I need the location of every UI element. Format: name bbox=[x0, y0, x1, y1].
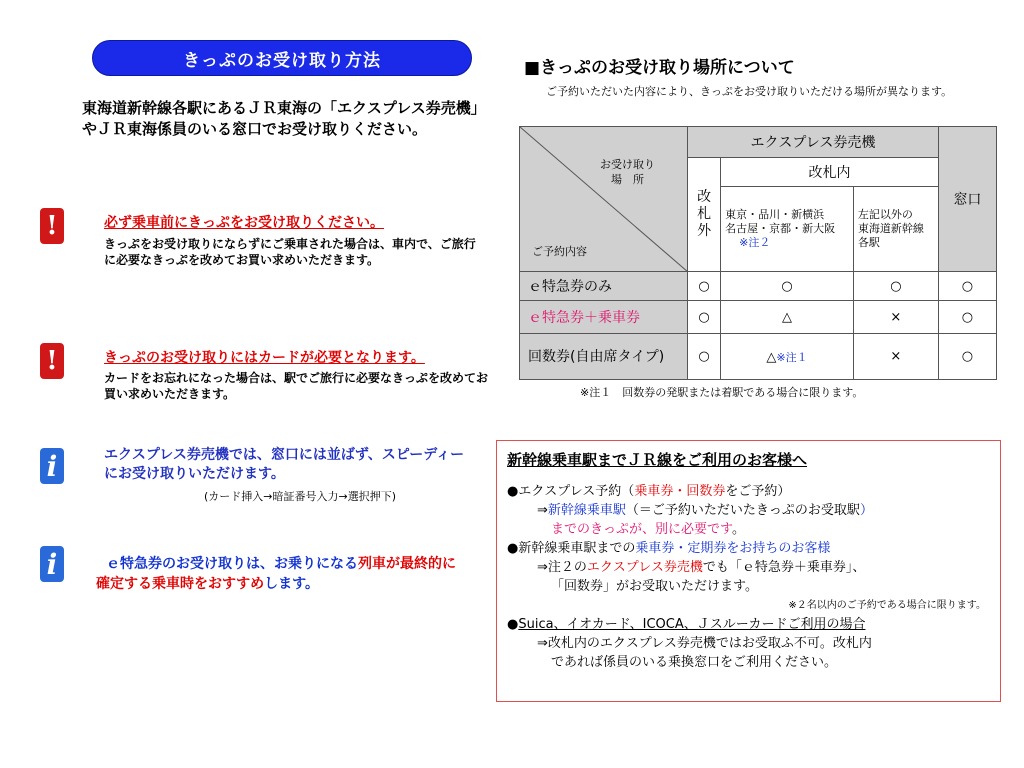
box-line-2: ⇒新幹線乗車駅（＝ご予約いただいたきっぷのお受取駅） bbox=[537, 503, 873, 518]
notice-1-body: きっぷをお受け取りにならずにご乗車された場合は、車内で、ご旅行に必要なきっぷを改めてお買い求めいただきます。 bbox=[104, 237, 476, 267]
row-label: ｅ特急券＋乗車券 bbox=[520, 301, 688, 334]
info-2-b: 列車が最終的に確定する乗車時をおすすめ bbox=[96, 556, 456, 592]
notice-2-title: きっぷのお受け取りにはカードが必要となります。 bbox=[104, 350, 425, 366]
cell: × bbox=[853, 301, 938, 334]
col-other-stations: 左記以外の 東海道新幹線各駅 bbox=[853, 187, 938, 272]
info-2 bbox=[96, 554, 466, 594]
col-major-stations bbox=[721, 187, 854, 272]
cell: △ bbox=[721, 301, 854, 334]
info-icon: i bbox=[40, 546, 64, 582]
info-2-c: します。 bbox=[264, 576, 320, 592]
section-heading: ■きっぷのお受け取り場所について bbox=[524, 58, 795, 78]
box-line-3: までのきっぷが、別に必要です。 bbox=[551, 522, 745, 537]
box-line-5: ⇒注２のエクスプレス券売機でも「ｅ特急券＋乗車券」、 bbox=[537, 560, 866, 575]
table-row bbox=[520, 334, 997, 380]
cell: ○ bbox=[938, 272, 996, 301]
header-outside-gate: 改 札 外 bbox=[687, 158, 720, 272]
cell: × bbox=[853, 334, 938, 380]
diagonal-header-cell bbox=[520, 127, 688, 272]
box-line-10: であれば係員のいる乗換窓口をご利用ください。 bbox=[551, 655, 838, 670]
cell: ○ bbox=[853, 272, 938, 301]
info-icon: i bbox=[40, 448, 64, 484]
col-a-note: ※注２ bbox=[739, 236, 771, 250]
info-1-sub: (カード挿入→暗証番号入力→選択押下) bbox=[204, 490, 397, 503]
cell: ○ bbox=[687, 301, 720, 334]
cell-note: ※注１ bbox=[776, 350, 808, 364]
box-line-7: ※２名以内のご予約である場合に限ります。 bbox=[788, 600, 986, 611]
info-1 bbox=[104, 446, 474, 504]
info-2-a: ｅ特急券のお受け取りは、お乗りになる bbox=[106, 556, 358, 572]
notice-2-body: カードをお忘れになった場合は、駅でご旅行に必要なきっぷを改めてお買い求めいただきます。 bbox=[104, 371, 489, 401]
intro-text: 東海道新幹線各駅にあるＪＲ東海の「エクスプレス券売機」やＪＲ東海係員のいる窓口でお受け取りください。 bbox=[82, 99, 479, 138]
box-title: 新幹線乗車駅までＪＲ線をご利用のお客様へ bbox=[507, 451, 808, 469]
diag-bottom-label: ご予約内容 bbox=[532, 245, 587, 259]
cell-value: △ bbox=[766, 349, 777, 365]
cell: ○ bbox=[721, 272, 854, 301]
table-footnote: ※注１ 回数券の発駅または着駅である場合に限ります。 bbox=[580, 386, 864, 399]
header-inside-gate: 改札内 bbox=[721, 158, 939, 187]
exclamation-icon: ! bbox=[40, 343, 64, 379]
exclamation-icon: ! bbox=[40, 208, 64, 244]
info-1-text: エクスプレス券売機では、窓口には並ばず、スピーディーにお受け取りいただけます。 bbox=[104, 447, 465, 482]
box-line-8: ●Suica、イオカード、ICOCA、Ｊスルーカードご利用の場合 bbox=[507, 617, 866, 632]
col-a-text: 東京・品川・新横浜 名古屋・京都・新大阪 bbox=[725, 208, 836, 236]
table-row bbox=[520, 301, 997, 334]
title-pill: きっぷのお受け取り方法 bbox=[92, 40, 472, 76]
cell: ○ bbox=[687, 272, 720, 301]
cell: ○ bbox=[938, 334, 996, 380]
box-line-9: ⇒改札内のエクスプレス券売機ではお受取ふ不可。改札内 bbox=[537, 636, 872, 651]
cell: ○ bbox=[938, 301, 996, 334]
box-line-6: 「回数券」がお受取いただけます。 bbox=[551, 579, 758, 594]
row-label: 回数券(自由席タイプ) bbox=[520, 334, 688, 380]
jr-line-notice-box bbox=[496, 440, 1001, 702]
table-row bbox=[520, 272, 997, 301]
box-line-1: ●エクスプレス予約（乗車券・回数券をご予約） bbox=[507, 484, 791, 499]
notice-1-title: 必ず乗車前にきっぷをお受け取りください。 bbox=[104, 215, 384, 231]
diag-top-label: お受け取り 場 所 bbox=[600, 158, 655, 186]
pickup-table bbox=[519, 126, 997, 380]
header-express: エクスプレス券売機 bbox=[687, 127, 938, 158]
notice-2 bbox=[104, 347, 490, 402]
notice-1 bbox=[104, 212, 484, 268]
box-line-4: ●新幹線乗車駅までの乗車券・定期券をお持ちのお客様 bbox=[507, 541, 831, 556]
section-subtext: ご予約いただいた内容により、きっぷをお受け取りいただける場所が異なります。 bbox=[546, 85, 953, 98]
row-label: ｅ特急券のみ bbox=[520, 272, 688, 301]
cell: ○ bbox=[687, 334, 720, 380]
header-window: 窓口 bbox=[938, 127, 996, 272]
cell bbox=[721, 334, 854, 380]
